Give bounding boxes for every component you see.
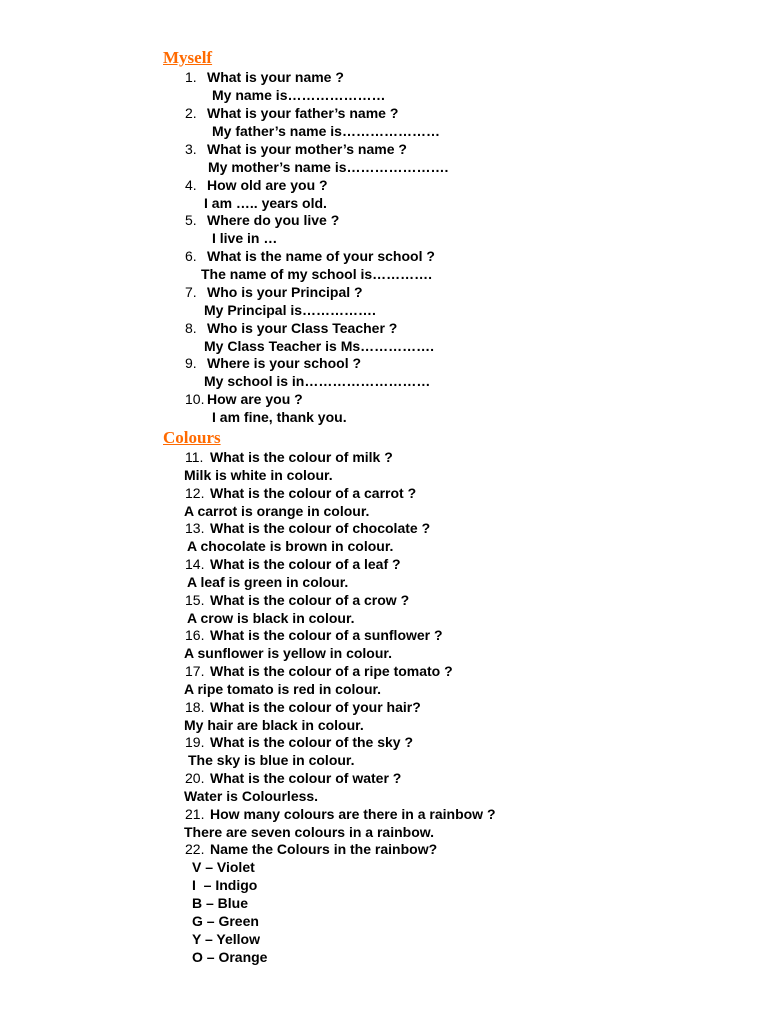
question-11	[185, 448, 393, 466]
answer-19: The sky is blue in colour.	[188, 752, 355, 768]
rainbow-item-blue: B – Blue	[192, 895, 249, 911]
question-text: What is your mother’s name ?	[207, 141, 407, 157]
answer-20: Water is Colourless.	[184, 788, 319, 804]
question-number: 18.	[185, 699, 205, 715]
question-number: 20.	[185, 770, 205, 786]
question-number: 14.	[185, 556, 205, 572]
question-text: What is the colour of a ripe tomato ?	[210, 663, 453, 679]
question-number: 22.	[185, 841, 205, 857]
question-18	[185, 698, 421, 716]
question-text: Who is your Class Teacher ?	[207, 320, 398, 336]
question-13	[185, 519, 430, 537]
answer-1: My name is…………………	[212, 87, 386, 103]
question-number: 6.	[185, 248, 197, 264]
answer-7: My Principal is…………….	[204, 302, 376, 318]
question-number: 11.	[185, 449, 204, 465]
answer-10: I am fine, thank you.	[212, 409, 347, 425]
question-10	[185, 390, 303, 408]
question-text: How old are you ?	[207, 177, 328, 193]
rainbow-item-violet: V – Violet	[192, 859, 255, 875]
question-text: What is the colour of a leaf ?	[210, 556, 401, 572]
question-8	[185, 319, 397, 337]
answer-6: The name of my school is………….	[201, 266, 433, 282]
question-2	[185, 104, 398, 122]
question-number: 3.	[185, 141, 197, 157]
question-21	[185, 805, 496, 823]
question-text: What is the name of your school ?	[207, 248, 435, 264]
question-number: 5.	[185, 212, 197, 228]
question-text: What is the colour of water ?	[210, 770, 402, 786]
question-number: 10.	[185, 391, 205, 407]
question-number: 9.	[185, 355, 197, 371]
question-text: What is the colour of the sky ?	[210, 734, 414, 750]
question-text: Where is your school ?	[207, 355, 362, 371]
question-number: 4.	[185, 177, 197, 193]
question-number: 21.	[185, 806, 205, 822]
question-5	[185, 211, 339, 229]
question-number: 12.	[185, 485, 205, 501]
question-text: How are you ?	[207, 391, 303, 407]
answer-12: A carrot is orange in colour.	[184, 503, 370, 519]
question-16	[185, 626, 443, 644]
question-text: What is your father’s name ?	[207, 105, 399, 121]
question-6	[185, 247, 435, 265]
answer-21: There are seven colours in a rainbow.	[184, 824, 435, 840]
answer-17: A ripe tomato is red in colour.	[184, 681, 382, 697]
question-text: What is the colour of chocolate ?	[210, 520, 431, 536]
question-3	[185, 140, 407, 158]
answer-16: A sunflower is yellow in colour.	[184, 645, 392, 661]
question-number: 13.	[185, 520, 205, 536]
question-text: What is your name ?	[207, 69, 344, 85]
question-19	[185, 733, 413, 751]
question-number: 8.	[185, 320, 197, 336]
answer-4: I am ….. years old.	[204, 195, 327, 211]
question-14	[185, 555, 401, 573]
question-12	[185, 484, 416, 502]
answer-3: My mother’s name is………………….	[208, 159, 449, 175]
question-text: Name the Colours in the rainbow?	[210, 841, 438, 857]
question-text: What is the colour of a sunflower ?	[210, 627, 443, 643]
question-text: Who is your Principal ?	[207, 284, 363, 300]
question-15	[185, 591, 409, 609]
answer-8: My Class Teacher is Ms…………….	[204, 338, 435, 354]
question-number: 7.	[185, 284, 197, 300]
question-20	[185, 769, 401, 787]
question-17	[185, 662, 453, 680]
question-9	[185, 354, 361, 372]
question-text: What is the colour of a carrot ?	[210, 485, 417, 501]
question-1	[185, 68, 344, 86]
question-number: 1.	[185, 69, 197, 85]
question-7	[185, 283, 363, 301]
question-4	[185, 176, 328, 194]
answer-9: My school is in………………………	[204, 373, 431, 389]
answer-18: My hair are black in colour.	[184, 717, 364, 733]
rainbow-item-orange: O – Orange	[192, 949, 268, 965]
question-22	[185, 840, 437, 858]
question-number: 15.	[185, 592, 205, 608]
answer-14: A leaf is green in colour.	[187, 574, 349, 590]
question-number: 2.	[185, 105, 197, 121]
question-text: How many colours are there in a rainbow ?	[210, 806, 496, 822]
rainbow-item-indigo: I – Indigo	[192, 877, 258, 893]
answer-5: I live in …	[212, 230, 278, 246]
question-number: 19.	[185, 734, 205, 750]
question-text: What is the colour of milk ?	[210, 449, 393, 465]
question-text: What is the colour of your hair?	[210, 699, 421, 715]
section-heading-colours: Colours	[163, 428, 221, 447]
section-heading-myself: Myself	[163, 48, 213, 67]
question-number: 17.	[185, 663, 205, 679]
answer-2: My father’s name is…………………	[212, 123, 440, 139]
answer-15: A crow is black in colour.	[187, 610, 355, 626]
answer-13: A chocolate is brown in colour.	[187, 538, 394, 554]
answer-11: Milk is white in colour.	[184, 467, 333, 483]
question-text: What is the colour of a crow ?	[210, 592, 410, 608]
question-text: Where do you live ?	[207, 212, 340, 228]
rainbow-item-yellow: Y – Yellow	[192, 931, 260, 947]
question-number: 16.	[185, 627, 205, 643]
rainbow-item-green: G – Green	[192, 913, 259, 929]
